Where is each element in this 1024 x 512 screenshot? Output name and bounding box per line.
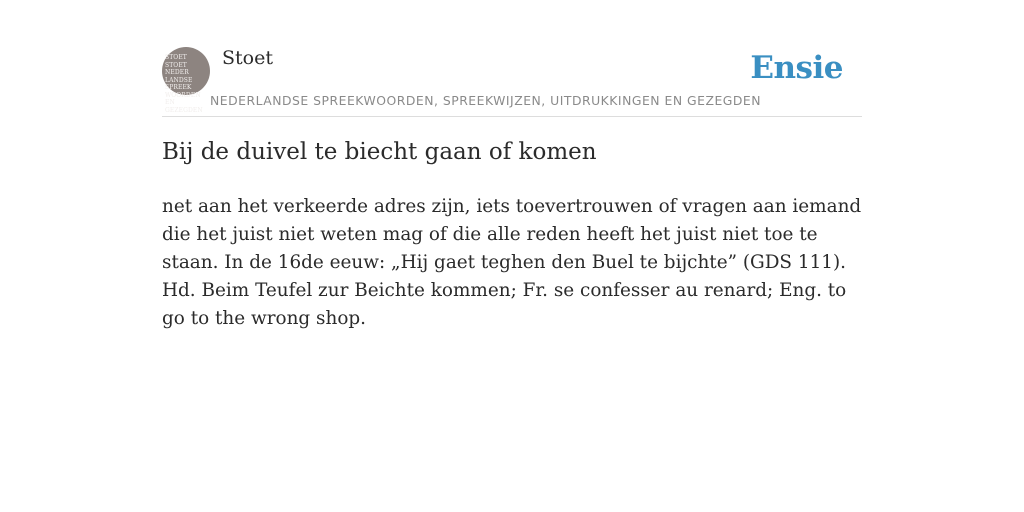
brand-logo[interactable]: Ensie — [750, 50, 843, 86]
entry-definition: net aan het verkeerde adres zijn, iets toevertrouwen of vragen aan iemand die het juist niet weten mag of die alle reden heeft het juist niet toe te staan. In de 16de eeuw: „Hij gaet teghen den Buel te bijchte” (GDS 111). Hd. Beim Teufel zur Beichte kommen; Fr. se confesser au renard; Eng. to go to the wrong shop. — [162, 196, 862, 329]
avatar[interactable] — [162, 47, 210, 114]
header — [162, 46, 862, 117]
entry-title: Bij de duivel te biecht gaan of komen — [162, 139, 597, 165]
source-subtitle[interactable]: NEDERLANDSE SPREEKWOORDEN, SPREEKWIJZEN, UITDRUKKINGEN EN GEZEGDEN — [210, 93, 762, 108]
avatar-book-cover-text: STOET STOET NEDER LANDSE SPREEK WOORDEN EN GEZEGDEN — [165, 54, 203, 114]
author-name[interactable]: Stoet — [222, 47, 273, 69]
